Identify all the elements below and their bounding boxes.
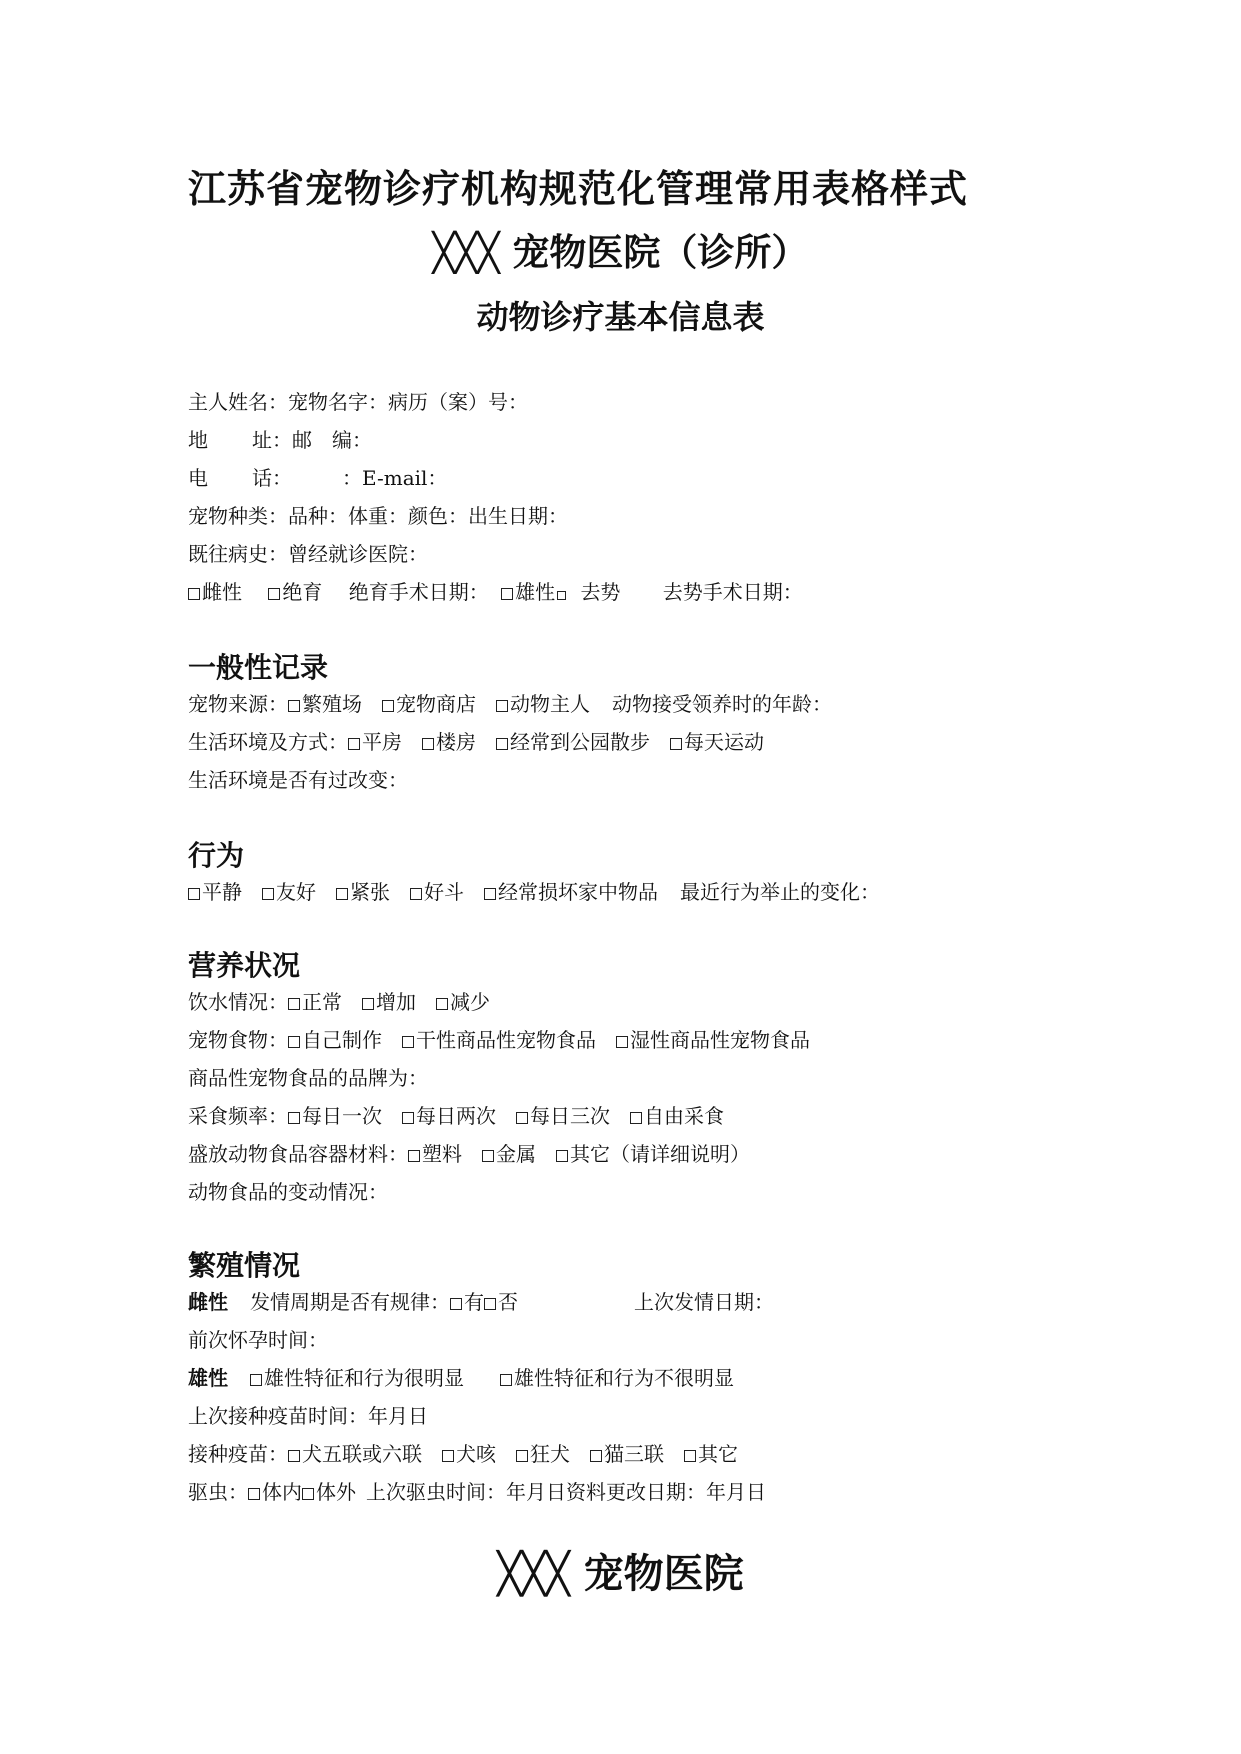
behavior-line — [188, 878, 880, 906]
brand-line: 商品性宠物食品的品牌为： — [188, 1066, 428, 1090]
environment-option[interactable]: 经常到公园散步 — [496, 728, 650, 756]
food-option[interactable]: 湿性商品性宠物食品 — [616, 1026, 810, 1054]
behavior-option[interactable]: 平静 — [188, 878, 242, 906]
checkbox-icon[interactable] — [410, 888, 422, 900]
checkbox-icon[interactable] — [484, 888, 496, 900]
recent-change-label: 最近行为举止的变化： — [680, 880, 880, 904]
checkbox-icon[interactable] — [402, 1112, 414, 1124]
food-change-line: 动物食品的变动情况： — [188, 1180, 388, 1204]
checkbox-icon[interactable] — [348, 738, 360, 750]
deworm-details: 上次驱虫时间：年月日资料更改日期：年月日 — [366, 1480, 766, 1504]
checkbox-icon[interactable] — [288, 1036, 300, 1048]
source-label: 宠物来源： — [188, 692, 288, 716]
checkbox-icon[interactable] — [684, 1450, 696, 1462]
frequency-option[interactable]: 每日一次 — [288, 1102, 382, 1130]
neuter-label: 去势 — [580, 580, 621, 604]
estrus-no-item[interactable]: 否 — [484, 1290, 518, 1314]
email-label: ：E-mail： — [342, 466, 448, 490]
checkbox-icon[interactable] — [516, 1450, 528, 1462]
frequency-option[interactable]: 每日三次 — [516, 1102, 610, 1130]
environment-option[interactable]: 平房 — [348, 728, 402, 756]
checkbox-icon[interactable] — [557, 591, 566, 600]
main-title: 江苏省宠物诊疗机构规范化管理常用表格样式 — [188, 167, 969, 211]
water-line — [188, 988, 510, 1016]
container-option[interactable]: 塑料 — [408, 1140, 462, 1168]
checkbox-icon[interactable] — [188, 888, 200, 900]
vaccine-option[interactable]: 猫三联 — [590, 1440, 664, 1468]
deworm-label: 驱虫： — [188, 1480, 248, 1504]
sterilized-checkbox-item[interactable]: 绝育 — [268, 578, 322, 606]
checkbox-icon[interactable] — [450, 1298, 462, 1310]
checkbox-icon[interactable] — [436, 998, 448, 1010]
source-line — [188, 690, 832, 718]
food-option[interactable]: 自己制作 — [288, 1026, 382, 1054]
estrus-yes-item[interactable]: 有 — [450, 1290, 484, 1314]
checkbox-icon[interactable] — [516, 1112, 528, 1124]
vaccine-option[interactable]: 其它 — [684, 1440, 738, 1468]
last-estrus-label: 上次发情日期： — [634, 1290, 774, 1314]
checkbox-icon[interactable] — [590, 1450, 602, 1462]
environment-label: 生活环境及方式： — [188, 730, 348, 754]
vaccine-option[interactable]: 狂犬 — [516, 1440, 570, 1468]
water-option[interactable]: 增加 — [362, 988, 416, 1016]
source-option[interactable]: 动物主人 — [496, 690, 590, 718]
vaccine-line — [188, 1440, 758, 1468]
checkbox-icon[interactable] — [188, 588, 200, 600]
phone-label-2: 话： — [252, 466, 292, 490]
environment-option[interactable]: 楼房 — [422, 728, 476, 756]
environment-option[interactable]: 每天运动 — [670, 728, 764, 756]
pet-type-line: 宠物种类：品种：体重：颜色：出生日期： — [188, 504, 568, 528]
checkbox-icon[interactable] — [302, 1488, 314, 1500]
checkbox-icon[interactable] — [422, 738, 434, 750]
checkbox-icon[interactable] — [496, 738, 508, 750]
checkbox-icon[interactable] — [484, 1298, 496, 1310]
phone-line — [188, 464, 447, 492]
frequency-option[interactable]: 每日两次 — [402, 1102, 496, 1130]
source-option[interactable]: 宠物商店 — [382, 690, 476, 718]
behavior-option[interactable]: 经常损坏家中物品 — [484, 878, 658, 906]
checkbox-icon[interactable] — [442, 1450, 454, 1462]
deworm-line — [188, 1478, 766, 1506]
water-option[interactable]: 正常 — [288, 988, 342, 1016]
checkbox-icon[interactable] — [268, 588, 280, 600]
adopt-age-label: 动物接受领养时的年龄： — [612, 692, 832, 716]
checkbox-icon[interactable] — [496, 700, 508, 712]
last-pregnancy-line: 前次怀孕时间： — [188, 1328, 328, 1352]
vaccine-option[interactable]: 犬五联或六联 — [288, 1440, 422, 1468]
checkbox-icon[interactable] — [250, 1374, 262, 1386]
checkbox-icon[interactable] — [248, 1488, 260, 1500]
checkbox-icon[interactable] — [262, 888, 274, 900]
sterilize-date-label: 绝育手术日期： — [348, 580, 489, 604]
checkbox-icon[interactable] — [288, 1112, 300, 1124]
form-title: 动物诊疗基本信息表 — [476, 298, 765, 336]
source-option[interactable]: 繁殖场 — [288, 690, 362, 718]
checkbox-icon[interactable] — [362, 998, 374, 1010]
male-breeding-line — [188, 1364, 754, 1392]
checkbox-icon[interactable] — [288, 1450, 300, 1462]
checkbox-icon[interactable] — [630, 1112, 642, 1124]
breeding-heading: 繁殖情况 — [188, 1249, 301, 1282]
neuter-date-label: 去势手术日期： — [662, 580, 803, 604]
male-label: 雄性 — [188, 1366, 228, 1390]
environment-change-line: 生活环境是否有过改变： — [188, 768, 408, 792]
food-label: 宠物食物： — [188, 1028, 288, 1052]
estrus-label: 发情周期是否有规律： — [250, 1290, 450, 1314]
male-option[interactable]: 雄性特征和行为很明显 — [250, 1364, 464, 1392]
container-label: 盛放动物食品容器材料： — [188, 1142, 408, 1166]
history-line: 既往病史：曾经就诊医院： — [188, 542, 428, 566]
behavior-heading: 行为 — [188, 839, 245, 872]
owner-pet-line: 主人姓名：宠物名字：病历（案）号： — [188, 390, 528, 414]
postcode-label: 邮 编： — [292, 428, 372, 452]
male-checkbox-item[interactable]: 雄性 — [501, 578, 568, 606]
checkbox-icon[interactable] — [482, 1150, 494, 1162]
vaccine-label: 接种疫苗： — [188, 1442, 288, 1466]
food-line — [188, 1026, 830, 1054]
frequency-option[interactable]: 自由采食 — [630, 1102, 724, 1130]
checkbox-icon[interactable] — [616, 1036, 628, 1048]
checkbox-icon[interactable] — [408, 1150, 420, 1162]
frequency-line — [188, 1102, 744, 1130]
checkbox-icon[interactable] — [382, 700, 394, 712]
environment-line — [188, 728, 784, 756]
checkbox-icon[interactable] — [501, 588, 513, 600]
address-label-1: 地 — [188, 428, 208, 452]
deworm-outer-item[interactable]: 体外 — [302, 1478, 356, 1506]
phone-label-1: 电 — [188, 466, 208, 490]
deworm-inner-item[interactable]: 体内 — [248, 1480, 302, 1504]
vaccine-option[interactable]: 犬咳 — [442, 1440, 496, 1468]
female-breeding-line — [188, 1288, 774, 1316]
checkbox-icon[interactable] — [670, 738, 682, 750]
behavior-option[interactable]: 友好 — [262, 878, 316, 906]
address-line — [188, 426, 372, 454]
food-option[interactable]: 干性商品性宠物食品 — [402, 1026, 596, 1054]
last-vaccine-line: 上次接种疫苗时间：年月日 — [188, 1404, 428, 1428]
container-option[interactable]: 其它（请详细说明） — [556, 1140, 750, 1168]
checkbox-icon[interactable] — [402, 1036, 414, 1048]
nutrition-heading: 营养状况 — [188, 949, 301, 982]
checkbox-icon[interactable] — [288, 700, 300, 712]
water-label: 饮水情况： — [188, 990, 288, 1014]
behavior-option[interactable]: 紧张 — [336, 878, 390, 906]
footer-hospital-title: ╳╳╳ 宠物医院 — [497, 1551, 744, 1597]
checkbox-icon[interactable] — [556, 1150, 568, 1162]
checkbox-icon[interactable] — [288, 998, 300, 1010]
male-option[interactable]: 雄性特征和行为不很明显 — [500, 1364, 734, 1392]
hospital-title: ╳╳╳ 宠物医院（诊所） — [432, 231, 809, 274]
general-heading: 一般性记录 — [188, 651, 329, 684]
sex-line — [188, 578, 803, 606]
container-line — [188, 1140, 770, 1168]
frequency-label: 采食频率： — [188, 1104, 288, 1128]
water-option[interactable]: 减少 — [436, 988, 490, 1016]
female-checkbox-item[interactable]: 雌性 — [188, 578, 242, 606]
address-label-2: 址： — [252, 428, 292, 452]
checkbox-icon[interactable] — [500, 1374, 512, 1386]
container-option[interactable]: 金属 — [482, 1140, 536, 1168]
behavior-option[interactable]: 好斗 — [410, 878, 464, 906]
checkbox-icon[interactable] — [336, 888, 348, 900]
female-label: 雌性 — [188, 1290, 228, 1314]
